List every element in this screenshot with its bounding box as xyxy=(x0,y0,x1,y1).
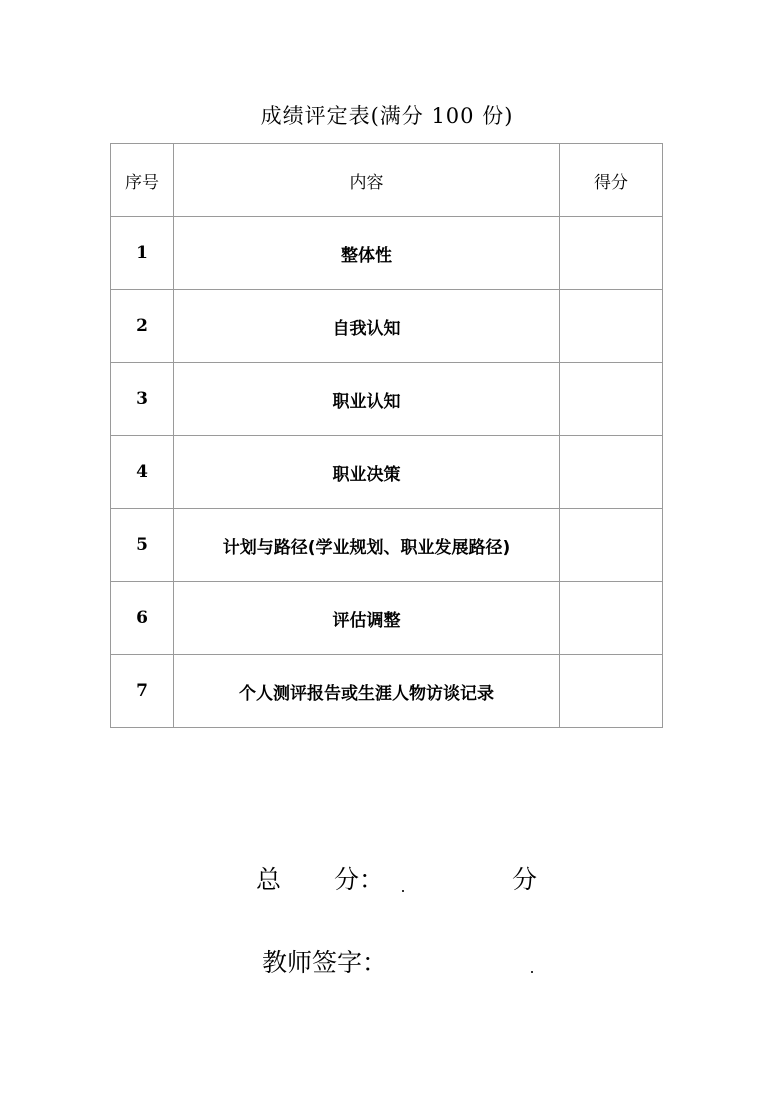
row-content: 自我认知 xyxy=(174,290,560,363)
page-title: 成绩评定表(满分 100 份) xyxy=(260,104,514,128)
table-row xyxy=(111,509,663,582)
row-score-cell[interactable] xyxy=(560,290,663,363)
header-content: 内容 xyxy=(174,144,560,217)
row-number: 3 xyxy=(111,363,174,436)
row-score-cell[interactable] xyxy=(560,582,663,655)
header-no: 序号 xyxy=(111,144,174,217)
row-content: 评估调整 xyxy=(174,582,560,655)
score-table xyxy=(110,143,663,728)
row-number: 5 xyxy=(111,509,174,582)
row-score-cell[interactable] xyxy=(560,363,663,436)
row-content: 个人测评报告或生涯人物访谈记录 xyxy=(174,655,560,728)
row-content: 职业决策 xyxy=(174,436,560,509)
table-row xyxy=(111,363,663,436)
row-number: 2 xyxy=(111,290,174,363)
row-content: 计划与路径(学业规划、职业发展路径) xyxy=(174,509,560,582)
table-header-row xyxy=(111,144,663,217)
row-number: 4 xyxy=(111,436,174,509)
table-row xyxy=(111,290,663,363)
total-label-second: 分： xyxy=(334,865,385,894)
row-score-cell[interactable] xyxy=(560,509,663,582)
row-number: 1 xyxy=(111,217,174,290)
teacher-signature-label: 教师签字： xyxy=(262,948,388,977)
row-content: 整体性 xyxy=(174,217,560,290)
table-row xyxy=(111,436,663,509)
blank-mark xyxy=(402,890,404,892)
row-number: 6 xyxy=(111,582,174,655)
row-content: 职业认知 xyxy=(174,363,560,436)
signature-blank-mark xyxy=(531,971,533,973)
table-row xyxy=(111,655,663,728)
table-row xyxy=(111,582,663,655)
total-unit: 分 xyxy=(512,865,538,894)
row-score-cell[interactable] xyxy=(560,655,663,728)
header-score: 得分 xyxy=(560,144,663,217)
row-score-cell[interactable] xyxy=(560,436,663,509)
table-row xyxy=(111,217,663,290)
row-score-cell[interactable] xyxy=(560,217,663,290)
row-number: 7 xyxy=(111,655,174,728)
total-label-first: 总 xyxy=(256,865,282,894)
